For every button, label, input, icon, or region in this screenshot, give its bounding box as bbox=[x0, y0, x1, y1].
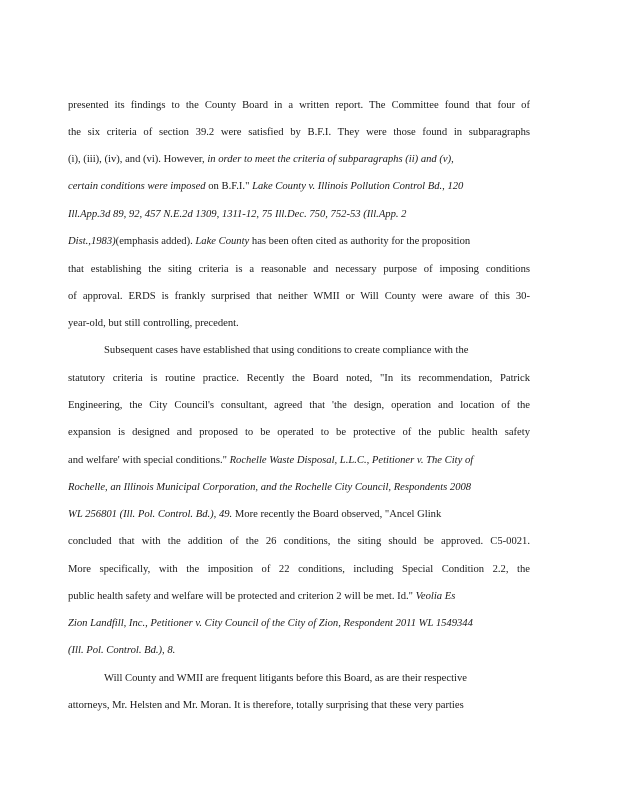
citation: (Ill. Pol. Control. Bd.), 8. bbox=[68, 645, 176, 656]
citation: Ill.App.3d 89, 92, 457 N.E.2d 1309, 1311-12, 75 Ill.Dec. 750, 752-53 (Ill.App. 2 bbox=[68, 209, 407, 220]
text-line: Will County and WMII are frequent litigants before this Board, as are their respective bbox=[104, 673, 467, 684]
text-line: concluded that with the addition of the 26 conditions, the siting should be approved. C5-0021. bbox=[68, 536, 530, 547]
citation: Rochelle, an Illinois Municipal Corporation, and the Rochelle City Council, Respondents 2008 bbox=[68, 482, 472, 493]
text-line: More specifically, with the imposition of 22 conditions, including Special Condition 2.2, the bbox=[68, 564, 530, 575]
text-line: statutory criteria is routine practice. Recently the Board noted, "In its recommendation, Patrick bbox=[68, 373, 530, 384]
citation: Zion Landfill, Inc., Petitioner v. City Council of the City of Zion, Respondent 2011 WL 1549344 bbox=[68, 618, 473, 629]
citation: WL 256801 (Ill. Pol. Control. Bd.), 49. bbox=[68, 509, 233, 520]
text-line: Dist.,1983)(emphasis added). Lake County has been often cited as authority for the proposition bbox=[68, 236, 471, 247]
text-line: of approval. ERDS is frankly surprised that neither WMII or Will County were aware of this 30- bbox=[68, 291, 530, 302]
text-line: public health safety and welfare will be protected and criterion 2 will be met. Id." Veolia Es bbox=[68, 591, 456, 602]
text-line: WL 256801 (Ill. Pol. Control. Bd.), 49. More recently the Board observed, "Ancel Glink bbox=[68, 509, 442, 520]
citation: Rochelle Waste Disposal, L.L.C., Petitioner v. The City of bbox=[229, 455, 474, 466]
text-line: and welfare' with special conditions." Rochelle Waste Disposal, L.L.C., Petitioner v. The City of bbox=[68, 455, 474, 466]
text-line bbox=[68, 617, 530, 630]
text-line: (i), (iii), (iv), and (vi). However, in order to meet the criteria of subparagraphs (ii) and (v), bbox=[68, 154, 454, 165]
citation: Lake County v. Illinois Pollution Control Bd., 120 bbox=[252, 181, 464, 192]
citation: Veolia Es bbox=[415, 591, 456, 602]
text-line bbox=[68, 644, 530, 657]
text-line: presented its findings to the County Board in a written report. The Committee found that four of bbox=[68, 100, 530, 111]
text-line bbox=[68, 481, 530, 494]
text-line: expansion is designed and proposed to be operated to be protective of the public health safety bbox=[68, 427, 530, 438]
text-line: the six criteria of section 39.2 were satisfied by B.F.I. They were those found in subparagraphs bbox=[68, 127, 530, 138]
text-line: Engineering, the City Council's consultant, agreed that 'the design, operation and location of the bbox=[68, 400, 530, 411]
text-line: that establishing the siting criteria is a reasonable and necessary purpose of imposing conditions bbox=[68, 264, 530, 275]
text-line: attorneys, Mr. Helsten and Mr. Moran. It is therefore, totally surprising that these very parties bbox=[68, 700, 464, 711]
text-line: year-old, but still controlling, precedent. bbox=[68, 318, 239, 329]
text-line: certain conditions were imposed on B.F.I." Lake County v. Illinois Pollution Control Bd., 120 bbox=[68, 181, 464, 192]
text-line bbox=[68, 208, 530, 221]
text-line: Subsequent cases have established that using conditions to create compliance with the bbox=[104, 345, 469, 356]
